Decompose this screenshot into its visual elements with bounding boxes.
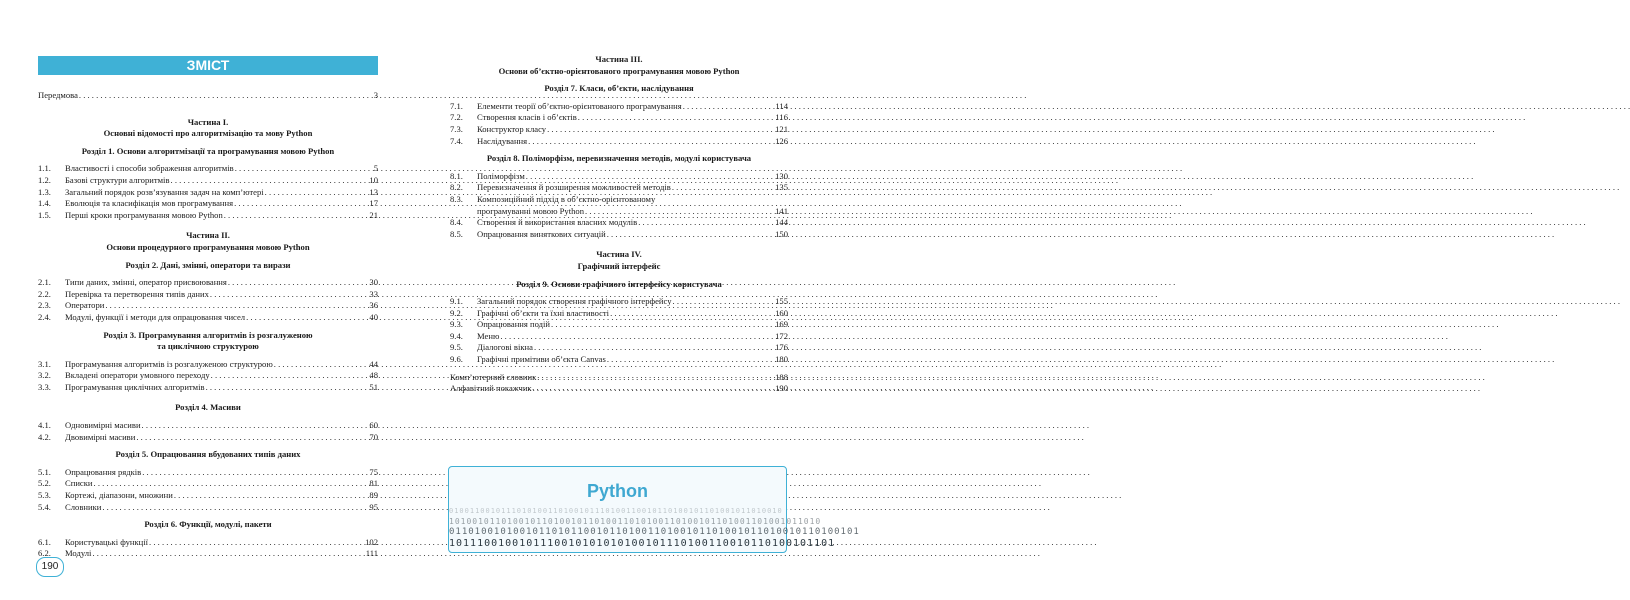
toc-entry-index[interactable]: Алфавітний покажчик . . . 190 xyxy=(450,383,788,395)
toc-entry[interactable]: 1.3. Загальний порядок розв’язування задач на комп’ютері . . . 13 xyxy=(38,187,378,199)
toc-entry[interactable]: 3.2. Вкладені оператори умовного переходу . . . 48 xyxy=(38,370,378,382)
toc-entry[interactable]: 2.2. Перевірка та перетворення типів даних . . . 33 xyxy=(38,289,378,301)
toc-entry[interactable]: 4.1. Одновимірні масиви . . . 60 xyxy=(38,420,378,432)
toc-entry[interactable]: 8.3. Композиційний підхід в об’єктно-орієнтованому xyxy=(450,193,656,204)
toc-entry[interactable]: 8.4. Створення й використання власних модулів . . . 144 xyxy=(450,217,788,229)
toc-entry[interactable]: 6.2. Модулі . . . 111 xyxy=(38,548,378,560)
part-heading: Частина III. xyxy=(595,54,643,64)
section-items xyxy=(38,163,378,221)
toc-entry[interactable]: 9.6. Графічні примітиви об’єкта Canvas . . . 180 xyxy=(450,354,788,366)
toc-entry[interactable]: 3.1. Програмування алгоритмів із розгалуженою структурою . . . 44 xyxy=(38,359,378,371)
toc-entry[interactable]: 2.1. Типи даних, змінні, оператор присвоювання . . . 30 xyxy=(38,277,378,289)
section-title: Розділ 9. Основи графічного інтерфейсу користувача xyxy=(516,278,722,289)
toc-entry[interactable]: 1.2. Базові структури алгоритмів . . . 10 xyxy=(38,175,378,187)
toc-entry[interactable]: 7.1. Елементи теорії об’єктно-орієнтованого програмування . . . 114 xyxy=(450,101,788,113)
section-items xyxy=(450,101,788,147)
part-heading: Частина IV. xyxy=(596,249,642,260)
binary-pattern: 0110100101001011010110010110100110100101101001011010010110100101 xyxy=(449,527,860,537)
toc-entry[interactable]: 9.5. Діалогові вікна . . . 176 xyxy=(450,342,788,354)
section-items xyxy=(38,359,378,394)
toc-entry[interactable]: 3.3. Програмування циклічних алгоритмів . . . 51 xyxy=(38,382,378,394)
toc-entry[interactable]: 6.1. Користувацькі функції . . . 102 xyxy=(38,537,378,549)
toc-entry[interactable]: 2.4. Модулі, функції і методи для опрацювання чисел . . . 40 xyxy=(38,312,378,324)
toc-entry[interactable]: 7.4. Наслідування . . . 126 xyxy=(450,136,788,148)
toc-entry[interactable]: 1.5. Перші кроки програмування мовою Python . . . 21 xyxy=(38,210,378,222)
toc-entry-glossary[interactable]: Комп’ютерний словник . . . 188 xyxy=(450,372,788,384)
binary-pattern: 1011100100101110010101010100101110100110010110100101101 xyxy=(449,538,836,549)
python-logo-banner xyxy=(448,466,860,553)
toc-right-column xyxy=(450,54,788,395)
section-items xyxy=(38,467,378,513)
section-title: Розділ 6. Функції, модулі, пакети xyxy=(144,519,272,530)
section-items xyxy=(38,420,378,443)
toc-entry[interactable]: 7.2. Створення класів і об’єктів . . . 116 xyxy=(450,112,788,124)
section-title: Розділ 8. Поліморфізм, перевизначення методів, модулі користувача xyxy=(486,153,752,164)
toc-entry[interactable]: 5.3. Кортежі, діапазони, множини . . . 89 xyxy=(38,490,378,502)
section-title: Розділ 7. Класи, об’єкти, наслідування xyxy=(544,83,694,94)
section-title: Розділ 5. Опрацювання вбудованих типів даних xyxy=(115,449,301,460)
part-subtitle: Основні відомості про алгоритмізацію та мову Python xyxy=(103,128,313,139)
toc-entry[interactable]: 8.5. Опрацювання виняткових ситуацій . . . 150 xyxy=(450,229,788,241)
toc-entry[interactable]: 8.1. Поліморфізм . . . 130 xyxy=(450,171,788,183)
toc-entry[interactable]: 1.4. Еволюція та класифікація мов програмування . . . 17 xyxy=(38,198,378,210)
toc-entry[interactable]: 9.1. Загальний порядок створення графічного інтерфейсу . . . 155 xyxy=(450,296,788,308)
toc-entry[interactable]: 9.3. Опрацювання подій . . . 169 xyxy=(450,319,788,331)
section-title: Розділ 3. Програмування алгоритмів із розгалуженою xyxy=(103,329,313,340)
toc-entry[interactable]: 9.4. Меню . . . 172 xyxy=(450,331,788,343)
part-subtitle: Основи об’єктно-орієнтованого програмування мовою Python xyxy=(498,65,740,76)
toc-title: ЗМІСТ xyxy=(38,56,378,75)
section-items xyxy=(450,171,788,241)
section-title: Розділ 1. Основи алгоритмізації та програмування мовою Python xyxy=(81,145,335,156)
part-subtitle: Основи процедурного програмування мовою Python xyxy=(106,241,310,252)
section-title: Розділ 4. Масиви xyxy=(175,402,241,413)
part-subtitle: Графічний інтерфейс xyxy=(577,260,661,271)
toc-entry-foreword[interactable]: Передмова . . . 3 xyxy=(38,90,378,102)
toc-entry[interactable]: 4.2. Двовимірні масиви . . . 70 xyxy=(38,432,378,444)
section-items xyxy=(450,296,788,366)
section-items xyxy=(38,537,378,560)
toc-left-column xyxy=(38,56,378,560)
section-items xyxy=(38,277,378,323)
toc-entry[interactable]: 9.2. Графічні об’єкти та їхні властивості . . . 160 xyxy=(450,308,788,320)
toc-entry[interactable]: 8.2. Перевизначення й розширення можливостей методів . . . 135 xyxy=(450,182,788,194)
toc-entry[interactable]: 5.1. Опрацювання рядків . . . 75 xyxy=(38,467,378,479)
python-logo-text: Python xyxy=(587,481,648,501)
toc-entry[interactable]: 1.1. Властивості і способи зображення алгоритмів . . . 5 xyxy=(38,163,378,175)
section-title: та циклічною структурою xyxy=(157,341,259,352)
toc-entry[interactable]: 5.4. Словники . . . 95 xyxy=(38,502,378,514)
binary-pattern: 1010010110100101101001011010011010100110100101101001101001011010 xyxy=(449,517,822,526)
toc-entry[interactable]: програмуванні мовою Python . . . 141 xyxy=(450,206,788,218)
page-number: 190 xyxy=(36,557,64,577)
toc-entry[interactable]: 5.2. Списки . . . 81 xyxy=(38,478,378,490)
part-heading: Частина II. xyxy=(186,230,230,241)
section-title: Розділ 2. Дані, змінні, оператори та вирази xyxy=(125,259,291,270)
toc-entry[interactable]: 2.3. Оператори . . . 36 xyxy=(38,300,378,312)
part-heading: Частина I. xyxy=(187,116,229,127)
toc-entry[interactable]: 7.3. Конструктор класу . . . 121 xyxy=(450,124,788,136)
binary-pattern: 0100110010111010100110100101110100110010110100101101001011010010 xyxy=(449,507,783,515)
